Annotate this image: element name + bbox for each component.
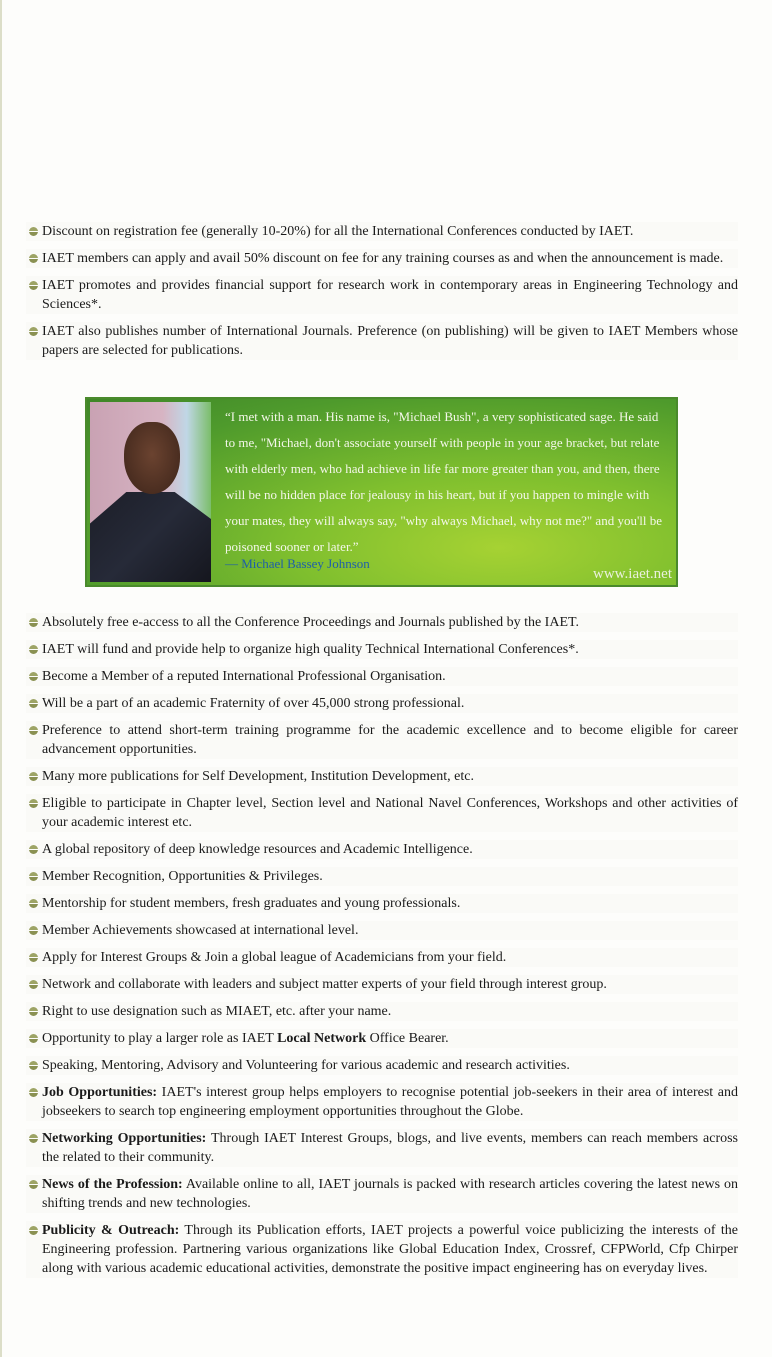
benefit-text: Right to use designation such as MIAET, etc. after your name. [42, 1004, 392, 1019]
benefit-item [26, 1056, 738, 1075]
quote-site-watermark: www.iaet.net [593, 566, 672, 582]
benefit-text: Mentorship for student members, fresh graduates and young professionals. [42, 896, 461, 911]
benefits-list-bottom [26, 613, 738, 1286]
bullet-icon [29, 1061, 38, 1070]
benefit-item [26, 1029, 738, 1048]
benefit-item [26, 921, 738, 940]
benefit-item [26, 948, 738, 967]
benefit-item [26, 613, 738, 632]
bullet-icon [29, 227, 38, 236]
benefit-item [26, 322, 738, 360]
benefit-item [26, 794, 738, 832]
bullet-icon [29, 980, 38, 989]
benefit-text: Network and collaborate with leaders and subject matter experts of your field through interest group. [42, 977, 607, 992]
benefit-text: IAET will fund and provide help to organize high quality Technical International Conferences*. [42, 642, 579, 657]
benefit-item [26, 694, 738, 713]
benefit-text: IAET's interest group helps employers to recognise potential job-seekers in their area of interest and jobseekers to search top engineering employment opportunities throughout the Globe. [42, 1085, 738, 1119]
portrait-photo [90, 402, 211, 582]
bullet-icon [29, 1034, 38, 1043]
benefit-item [26, 867, 738, 886]
benefit-item [26, 667, 738, 686]
bullet-icon [29, 699, 38, 708]
benefit-item [26, 1175, 738, 1213]
bullet-icon [29, 645, 38, 654]
benefit-item [26, 767, 738, 786]
benefit-text: Many more publications for Self Development, Institution Development, etc. [42, 769, 474, 784]
bullet-icon [29, 281, 38, 290]
benefit-text: Office Bearer. [366, 1031, 449, 1046]
benefit-item [26, 249, 738, 268]
benefit-text: Member Achievements showcased at international level. [42, 923, 359, 938]
benefit-heading: Networking Opportunities: [42, 1131, 207, 1146]
benefit-text: Absolutely free e-access to all the Conference Proceedings and Journals published by the IAET. [42, 615, 580, 630]
benefit-text: Eligible to participate in Chapter level, Section level and National Navel Conferences, Workshops and other activities of your academic interest etc. [42, 796, 738, 830]
benefit-text: Through IAET Interest Groups, blogs, and live events, members can reach members across the related to their community. [42, 1131, 739, 1165]
benefit-text: Available online to all, IAET journals is packed with research articles covering the latest news on shifting trends and new technologies. [42, 1177, 738, 1211]
bullet-icon [29, 1180, 38, 1189]
benefit-item [26, 1221, 738, 1278]
bullet-icon [29, 254, 38, 263]
benefit-item [26, 640, 738, 659]
bullet-icon [29, 799, 38, 808]
benefit-text: Apply for Interest Groups & Join a global league of Academicians from your field. [42, 950, 507, 965]
bullet-icon [29, 1007, 38, 1016]
benefit-text: Preference to attend short-term training programme for the academic excellence and to become eligible for career advancement opportunities. [42, 723, 738, 757]
bullet-icon [29, 899, 38, 908]
benefit-text: Member Recognition, Opportunities & Privileges. [42, 869, 323, 884]
benefit-heading: Job Opportunities: [42, 1085, 158, 1100]
benefit-item [26, 1002, 738, 1021]
bullet-icon [29, 1226, 38, 1235]
bullet-icon [29, 845, 38, 854]
benefit-item [26, 1083, 738, 1121]
benefit-text-prefix: Opportunity to play a larger role as IAET [42, 1031, 278, 1046]
benefit-item [26, 1129, 738, 1167]
benefit-heading: Local Network [277, 1031, 367, 1046]
bullet-icon [29, 872, 38, 881]
benefit-text: IAET promotes and provides financial support for research work in contemporary areas in Engineering Technology and Sciences*. [42, 278, 738, 312]
benefit-text: IAET members can apply and avail 50% discount on fee for any training courses as and when the announcement is made. [42, 251, 724, 266]
quote-text: “I met with a man. His name is, "Michael Bush", a very sophisticated sage. He said to me, "Michael, don't associate yourself with people in your age bracket, but relate with elderly men, who had achieve in life far more greater than you, and then, there will be no hidden place for jealousy in his heart, but if you happen to mingle with your mates, they will always say, "why always Michael, why not me?" and you'll be poisoned sooner or later.” [225, 409, 663, 554]
benefit-text: Will be a part of an academic Fraternity of over 45,000 strong professional. [42, 696, 465, 711]
benefit-item [26, 276, 738, 314]
benefit-heading: Publicity & Outreach: [42, 1223, 180, 1238]
benefit-heading: News of the Profession: [42, 1177, 183, 1192]
bullet-icon [29, 726, 38, 735]
portrait-head [124, 422, 180, 494]
benefit-text: Discount on registration fee (generally 10-20%) for all the International Conferences conducted by IAET. [42, 224, 634, 239]
benefit-item [26, 222, 738, 241]
portrait-suit [90, 492, 211, 582]
bullet-icon [29, 672, 38, 681]
benefit-text: IAET also publishes number of International Journals. Preference (on publishing) will be given to IAET Members whose papers are selected for publications. [42, 324, 738, 358]
bullet-icon [29, 1088, 38, 1097]
left-border [0, 0, 2, 1357]
benefit-item [26, 975, 738, 994]
bullet-icon [29, 1134, 38, 1143]
benefits-list-top [26, 222, 738, 368]
benefit-text: Become a Member of a reputed International Professional Organisation. [42, 669, 446, 684]
benefit-text: Through its Publication efforts, IAET projects a powerful voice publicizing the interests of the Engineering profession. Partnering various organizations like Global Education Index, Crossref, CFPWorld, Cfp Chirper along with various academic educational activities, demonstrate the positive impact engineering has on everyday lives. [42, 1223, 738, 1276]
benefit-item [26, 894, 738, 913]
quote-author: ― Michael Bassey Johnson [225, 556, 370, 571]
bullet-icon [29, 618, 38, 627]
bullet-icon [29, 327, 38, 336]
bullet-icon [29, 772, 38, 781]
benefit-item [26, 840, 738, 859]
bullet-icon [29, 953, 38, 962]
benefit-text: A global repository of deep knowledge resources and Academic Intelligence. [42, 842, 473, 857]
benefit-text: Speaking, Mentoring, Advisory and Volunteering for various academic and research activities. [42, 1058, 570, 1073]
benefit-item [26, 721, 738, 759]
quote-banner [85, 397, 678, 587]
bullet-icon [29, 926, 38, 935]
